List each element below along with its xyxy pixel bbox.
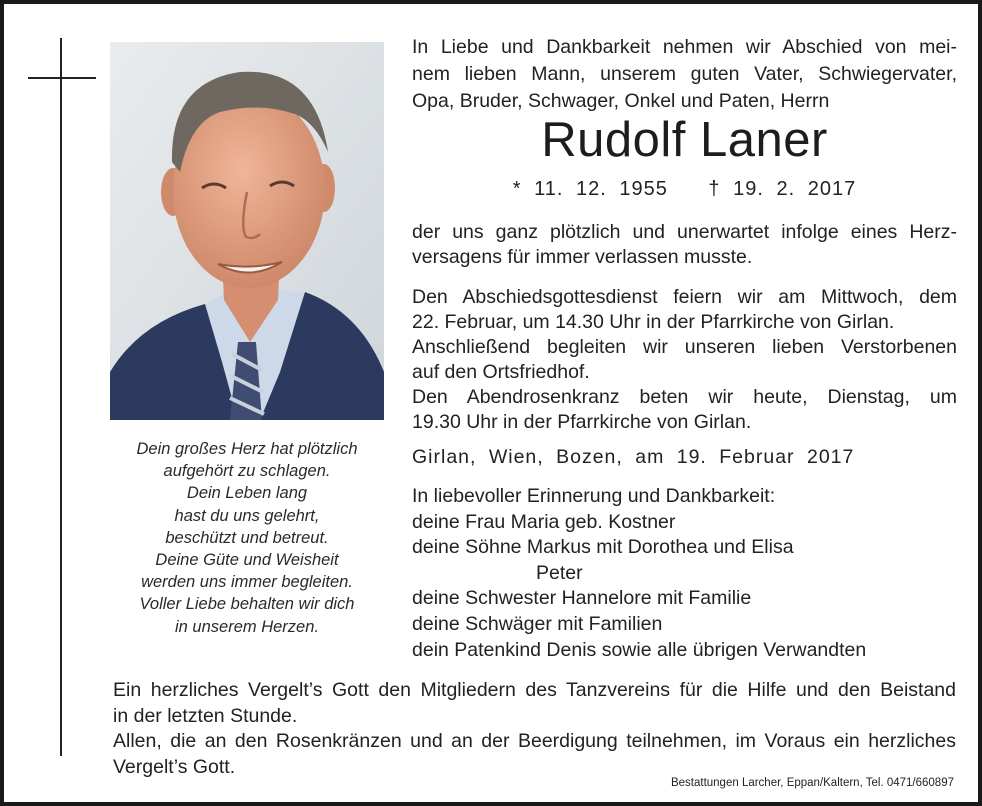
place-and-date: Girlan, Wien, Bozen, am 19. Februar 2017 (412, 446, 855, 468)
cross-vertical-bar (60, 38, 62, 756)
poem (110, 438, 384, 638)
thanks-line: Vergelt’s Gott. (113, 755, 236, 778)
deceased-name: Rudolf Laner (541, 113, 828, 167)
passing-line: versagens für immer verlassen musste. (412, 246, 753, 268)
portrait-photo (110, 42, 384, 420)
mourners-list (412, 484, 957, 663)
funeral-home-credit: Bestattungen Larcher, Eppan/Kaltern, Tel. 0471/660897 (670, 777, 954, 789)
mourner-line: Peter (536, 561, 583, 584)
poem-line: werden uns immer begleiten. (141, 573, 353, 592)
service-line: auf den Ortsfriedhof. (412, 361, 590, 383)
intro-line: Opa, Bruder, Schwager, Onkel und Paten, Herrn (412, 90, 830, 112)
poem-line: Voller Liebe behalten wir dich (139, 595, 355, 614)
service-line: Den Abschiedsgottesdienst feiern wir am Mittwoch, dem (412, 286, 957, 308)
mourner-line: deine Söhne Markus mit Dorothea und Elisa (412, 536, 794, 559)
poem-line: in unserem Herzen. (175, 617, 319, 636)
intro-text (412, 34, 957, 115)
thanks-line: Ein herzliches Vergelt’s Gott den Mitgliedern des Tanzvereins für die Hilfe und den Beistand (113, 679, 956, 701)
mourner-line: deine Schwester Hannelore mit Familie (412, 587, 752, 610)
poem-line: Dein großes Herz hat plötzlich (136, 440, 358, 458)
service-line: Anschließend begleiten wir unseren lieben Verstorbenen (412, 336, 957, 358)
poem-line: beschützt und betreut. (165, 528, 329, 547)
thanks-text (113, 678, 956, 780)
thanks-line: Allen, die an den Rosenkränzen und an der Beerdigung teilnehmen, im Voraus ein herzliches (113, 730, 956, 752)
mourner-line: deine Schwäger mit Familien (412, 612, 663, 635)
cross-horizontal-bar (28, 77, 96, 79)
poem-line: hast du uns gelehrt, (174, 506, 320, 525)
service-line: 19.30 Uhr in der Pfarrkirche von Girlan. (412, 411, 752, 433)
birth-date: * 11. 12. 1955 (512, 178, 668, 200)
mourners-header: In liebevoller Erinnerung und Dankbarkeit: (412, 485, 776, 507)
poem-line: Dein Leben lang (186, 484, 308, 503)
poem-line: aufgehört zu schlagen. (163, 462, 331, 481)
life-dates (412, 178, 957, 201)
thanks-line: in der letzten Stunde. (113, 704, 298, 727)
death-date: † 19. 2. 2017 (708, 178, 857, 200)
passing-text (412, 220, 957, 270)
service-line: Den Abendrosenkranz beten wir heute, Dienstag, um (412, 386, 957, 408)
poem-line: Deine Güte und Weisheit (155, 551, 339, 570)
intro-line: nem lieben Mann, unserem guten Vater, Schwiegervater, (412, 63, 957, 85)
service-line: 22. Februar, um 14.30 Uhr in der Pfarrkirche von Girlan. (412, 311, 895, 333)
intro-line: In Liebe und Dankbarkeit nehmen wir Abschied von mei- (412, 36, 957, 58)
service-text (412, 285, 957, 435)
passing-line: der uns ganz plötzlich und unerwartet infolge eines Herz- (412, 221, 957, 243)
mourner-line: dein Patenkind Denis sowie alle übrigen Verwandten (412, 638, 867, 661)
mourner-line: deine Frau Maria geb. Kostner (412, 510, 676, 533)
